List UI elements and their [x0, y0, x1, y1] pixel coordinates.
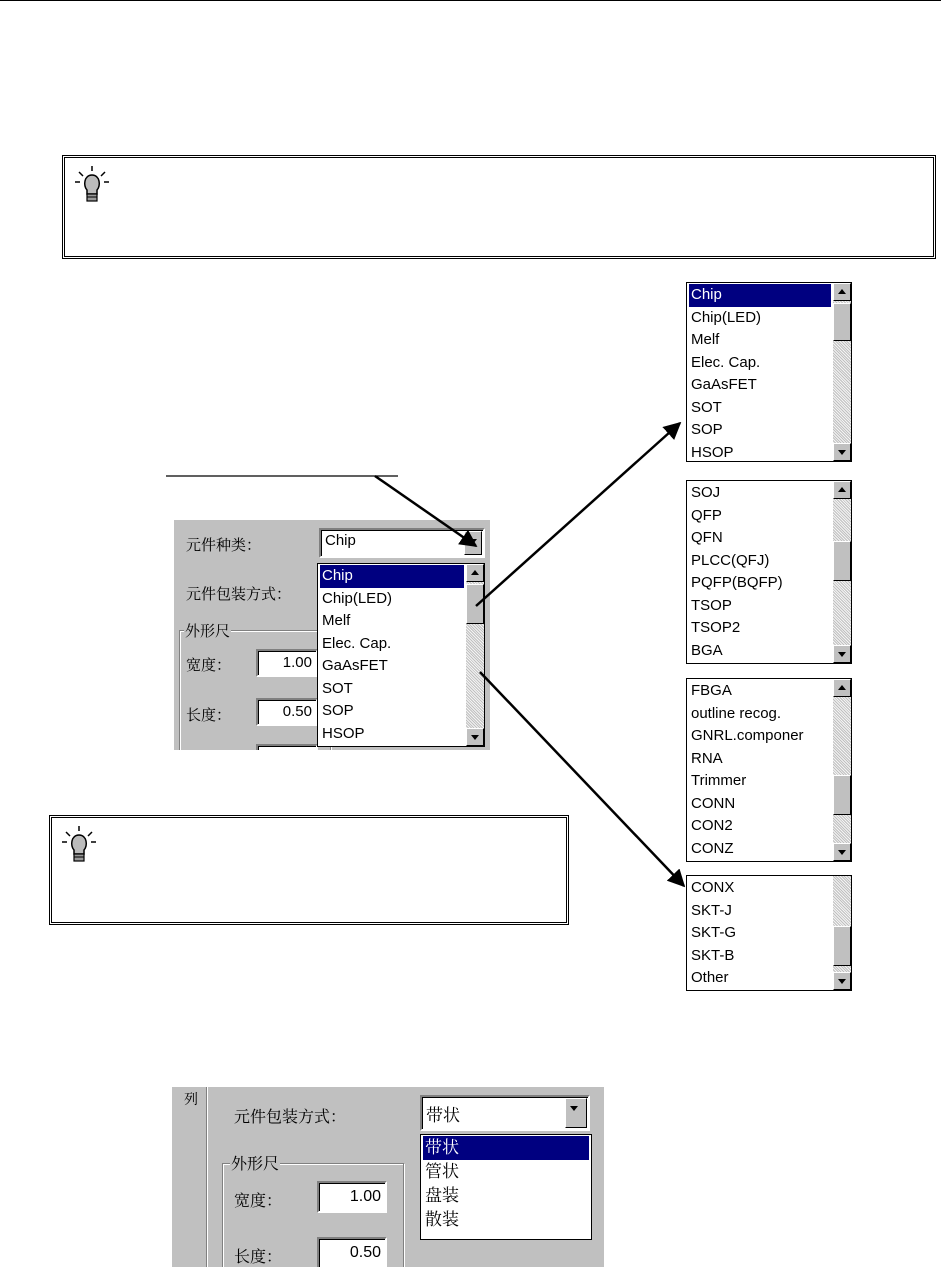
list-item[interactable]: Chip [689, 284, 831, 307]
list-item[interactable]: GaAsFET [691, 376, 757, 393]
list-item[interactable]: CONZ [691, 839, 734, 857]
length-label: 长度： [186, 707, 232, 724]
list-item[interactable]: Chip [320, 565, 464, 588]
list-item[interactable]: 管状 [425, 1162, 459, 1181]
list-item[interactable]: QFN [691, 529, 723, 546]
list-item[interactable]: Melf [691, 331, 720, 348]
component-type-label: 元件种类： [186, 537, 262, 554]
list-item[interactable]: GNRL.componer [691, 727, 804, 744]
component-type-value: Chip [325, 532, 356, 549]
list-item[interactable]: 散装 [425, 1210, 459, 1229]
list-item[interactable]: Chip(LED) [322, 589, 393, 607]
list-item[interactable]: Elec. Cap. [322, 634, 392, 652]
list-item[interactable]: HSOP [691, 443, 734, 461]
packaging-value: 带状 [426, 1106, 460, 1125]
list-item[interactable]: Elec. Cap. [691, 353, 761, 371]
list-item[interactable]: 盘装 [425, 1186, 459, 1205]
list-item[interactable]: SOT [691, 398, 722, 416]
list-item[interactable]: Other [691, 969, 729, 986]
list-item[interactable]: CONX [691, 879, 735, 896]
packaging-dropdown-list[interactable] [420, 1134, 592, 1240]
list-item[interactable]: 带状 [423, 1136, 589, 1160]
hidden-field-under-list [420, 1237, 590, 1267]
list-item[interactable]: SOP [691, 421, 723, 438]
list-item[interactable]: CONN [691, 794, 736, 812]
list-item[interactable]: TSOP2 [691, 619, 741, 636]
list-item[interactable]: BGA [691, 641, 723, 659]
list-item[interactable]: SOJ [691, 484, 721, 501]
side-tab-strip [172, 1087, 207, 1267]
packaging-options [423, 1136, 589, 1232]
arrow-to-list-page-1 [476, 423, 680, 606]
list-item[interactable]: HSOP [322, 724, 365, 742]
list-item[interactable]: SKT-J [691, 901, 732, 919]
list-item[interactable]: QFP [691, 506, 722, 524]
width-field[interactable]: 1.00 [256, 649, 318, 677]
list-item[interactable]: SKT-G [691, 924, 737, 941]
list-item[interactable]: SOP [322, 702, 354, 719]
side-tab-label: 列 [184, 1091, 198, 1107]
list-item[interactable]: RNA [691, 749, 723, 767]
width-field[interactable]: 1.00 [317, 1181, 387, 1213]
list-item[interactable]: outline recog. [691, 704, 782, 722]
list-item[interactable]: Melf [322, 612, 351, 629]
length-field[interactable]: 0.50 [317, 1237, 387, 1267]
list-item[interactable]: CON2 [691, 817, 733, 834]
packaging-label: 元件包装方式： [186, 586, 292, 603]
width-label: 宽度： [234, 1193, 283, 1210]
list-item[interactable]: PQFP(BQFP) [691, 574, 783, 591]
list-item[interactable]: FBGA [691, 682, 732, 699]
dimensions-group-title: 外形尺 [184, 620, 231, 641]
width-label: 宽度： [186, 657, 232, 674]
length-label: 长度： [234, 1249, 283, 1266]
packaging-label: 元件包装方式： [234, 1109, 347, 1126]
list-item[interactable]: GaAsFET [322, 657, 388, 674]
list-item[interactable]: PLCC(QFJ) [691, 551, 770, 569]
list-item[interactable]: SOT [322, 679, 353, 697]
packaging-combo[interactable] [420, 1095, 590, 1131]
list-item[interactable]: Trimmer [691, 772, 747, 789]
arrow-to-list-page-4 [480, 672, 684, 886]
list-item[interactable]: Chip(LED) [691, 308, 762, 326]
packaging-dropdown-button[interactable] [565, 1098, 587, 1128]
dimensions-group-title: 外形尺 [230, 1151, 280, 1174]
arrow-to-dropdown-button [375, 476, 476, 546]
list-item[interactable]: TSOP [691, 596, 732, 614]
length-field[interactable]: 0.50 [256, 698, 318, 726]
list-item[interactable]: SKT-B [691, 946, 735, 964]
